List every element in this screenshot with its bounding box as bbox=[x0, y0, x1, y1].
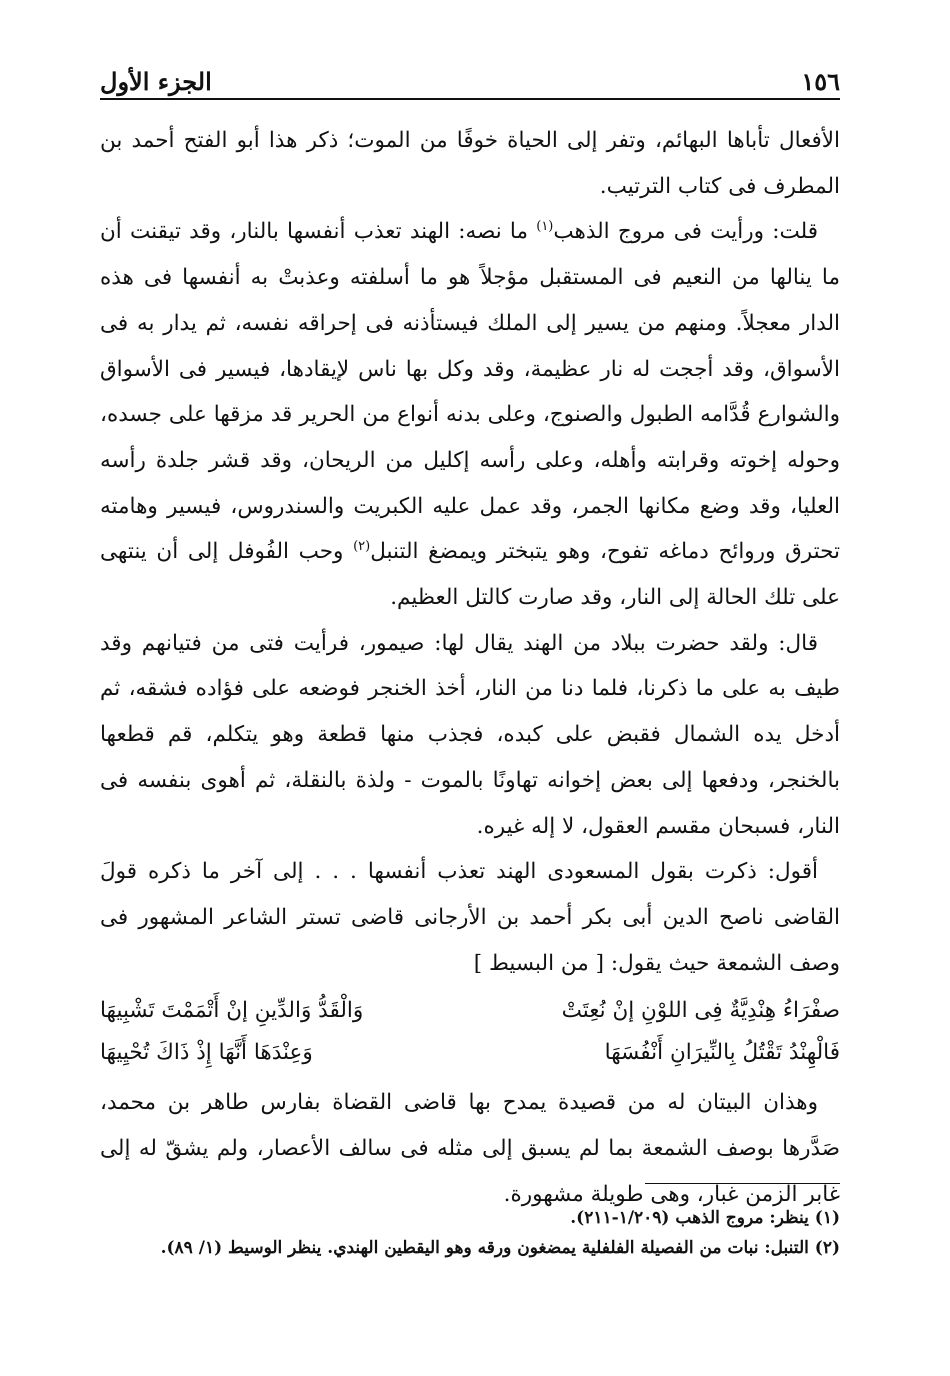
paragraph-2-part-b: ما نصه: الهند تعذب أنفسها بالنار، وقد تيقنت أن ما ينالها من النعيم فى المستقبل مؤجلاً هو ما أسلفته وعذبتْ به أنفسها فى هذه الدار معجلاً. ومنهم من يسير إلى الملك فيستأذنه فى إحراقه نفسه، ثم يدار به فى الأسواق، وقد أججت له نار عظيمة، وقد وكل بها ناس لإيقادها، فيسير فى الأسواق والشوارع قُدَّامه الطبول والصنوج، وعلى بدنه أنواع من الحرير قد مزقها على جسده، وحوله إخوته وقرابته وأهله، وعلى رأسه إكليل من الريحان، وقد قشر جلدة رأسه العليا، وقد وضع مكانها الجمر، وقد عمل عليه الكبريت والسندروس، فيسير وهامته تحترق وروائح دماغه تفوح، وهو يتبختر ويمضغ التنبل bbox=[100, 219, 840, 565]
verse-2-hemistich-2: وَعِنْدَهَا أَنَّهَا إِذْ ذَاكَ تُحْيِيهَا bbox=[100, 1040, 313, 1066]
footnote-divider bbox=[645, 1183, 840, 1184]
running-header bbox=[100, 56, 840, 96]
paragraph-2-part-c: وحب الفُوفل إلى أن ينتهى على تلك الحالة إلى النار، وقد صارت كالتل العظيم. bbox=[100, 539, 840, 611]
verse-2-hemistich-1: فَالْهِنْدُ تَقْتُلُ بِالنِّيرَانِ أَنْفُسَهَا bbox=[604, 1040, 840, 1066]
footnote-ref-2: (٢) bbox=[353, 539, 371, 555]
poem bbox=[100, 990, 840, 1074]
footnote-2: (٢) التنبل: نبات من الفصيلة الفلفلية يمضغون ورقه وهو اليقطين الهندي. ينظر الوسيط (١/ ٨٩). bbox=[160, 1238, 840, 1258]
paragraph-3: قال: ولقد حضرت ببلاد من الهند يقال لها: صيمور، فرأيت فتى من فتيانهم وقد طيف به على ما ذكرنا، فلما دنا من النار، أخذ الخنجر فوضعه على فؤاده فشقه، ثم أدخل يده الشمال فقبض على كبده، فجذب منها قطعة وهو يتكلم، قم قطعها بالخنجر، ودفعها إلى بعض إخوانه تهاونًا بالموت - ولذة بالنقلة، ثم أهوى بنفسه فى النار، فسبحان مقسم العقول، لا إله غيره. bbox=[100, 630, 840, 839]
paragraph-2 bbox=[100, 209, 840, 620]
paragraph-4: أقول: ذكرت بقول المسعودى الهند تعذب أنفسها . . . إلى آخر ما ذكره قولَ القاضى ناصح الدين أبى بكر أحمد بن الأرجانى قاضى تستر الشاعر المشهور فى وصف الشمعة حيث يقول: [ من البسيط ] bbox=[100, 859, 840, 976]
verse-1-hemistich-2: وَالْقَدُّ وَالدِّينِ إنْ أَتْمَمْتَ تَشْبِيهَا bbox=[100, 998, 364, 1024]
running-title: الجزء الأول bbox=[100, 67, 212, 96]
main-text bbox=[100, 118, 840, 1217]
page-number: ١٥٦ bbox=[801, 67, 840, 96]
footnotes bbox=[100, 1203, 840, 1263]
verse-1 bbox=[100, 990, 840, 1032]
footnote-ref-1: (١) bbox=[536, 219, 554, 235]
header-divider bbox=[100, 98, 840, 100]
paragraph-2-part-a: قلت: ورأيت فى مروج الذهب bbox=[553, 219, 818, 245]
paragraph-5: وهذان البيتان له من قصيدة يمدح بها قاضى القضاة بفارس طاهر بن محمد، صَدَّرها بوصف الشمعة بما لم يسبق إلى مثله فى سالف الأعصار، ولم يشقّ له إلى غابر الزمن غبار، وهى طويلة مشهورة. bbox=[100, 1090, 840, 1207]
verse-1-hemistich-1: صفْرَاءُ هِنْدِيَّةٌ فِى اللوْنِ إنْ نُعِتَتْ bbox=[561, 998, 840, 1024]
paragraph-1: الأفعال تأباها البهائم، وتفر إلى الحياة خوفًا من الموت؛ ذكر هذا أبو الفتح أحمد بن المطرف فى كتاب الترتيب. bbox=[100, 128, 840, 199]
verse-2 bbox=[100, 1032, 840, 1074]
footnote-1: (١) ينظر: مروج الذهب (١/٢٠٩-٢١١). bbox=[570, 1208, 840, 1228]
